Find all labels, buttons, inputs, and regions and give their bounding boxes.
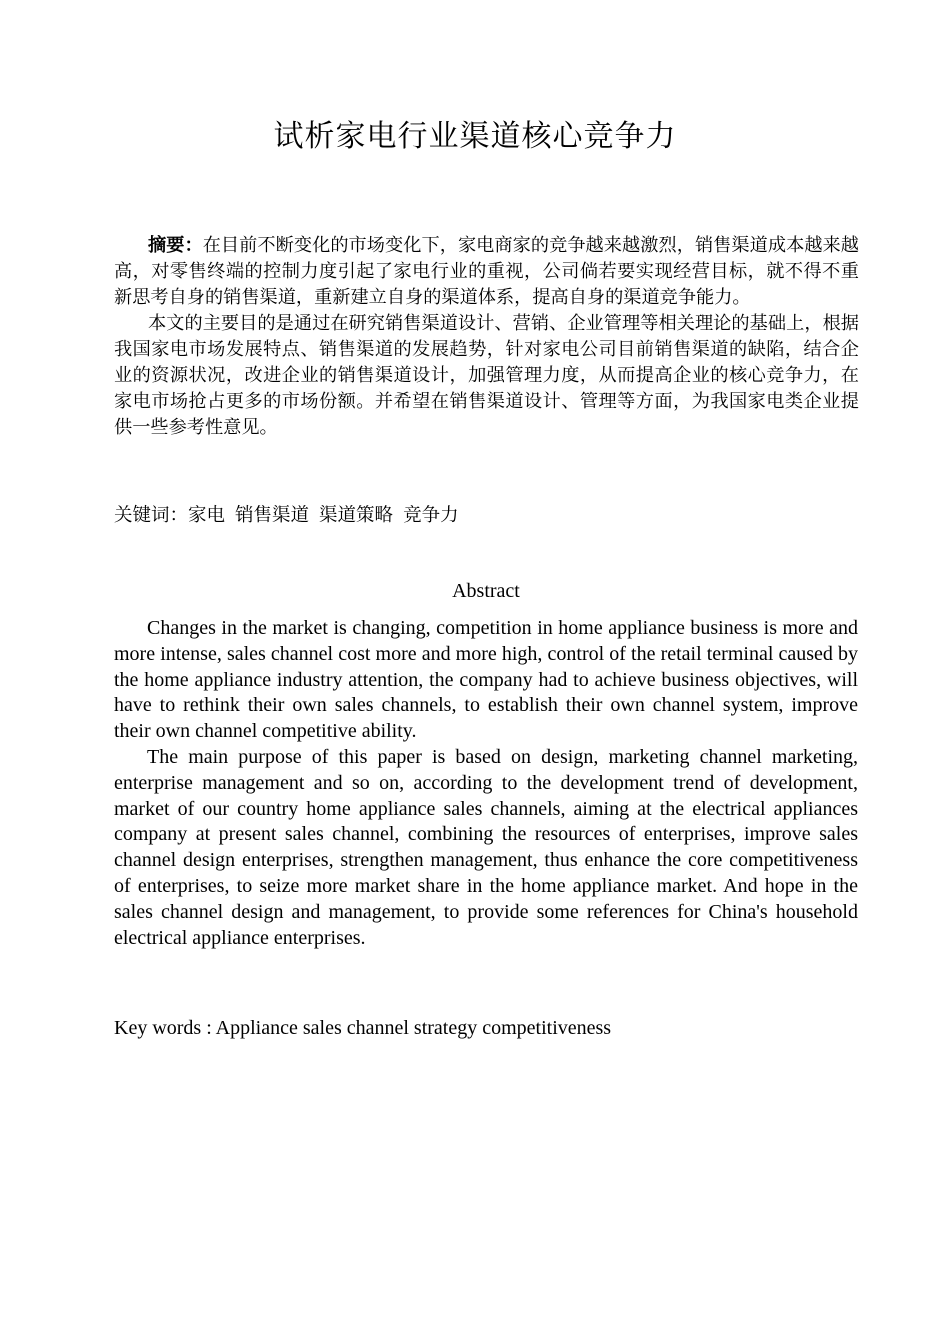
page-title: 试析家电行业渠道核心竞争力 [273, 119, 677, 154]
chinese-abstract [114, 233, 859, 441]
english-keywords [114, 1014, 858, 1042]
english-keywords-text: Appliance sales channel strategy competitiveness [215, 1017, 612, 1039]
english-keywords-label: Key words : [114, 1017, 216, 1039]
chinese-abstract-label: 摘要： [148, 235, 203, 256]
chinese-keyword-item: 竞争力 [403, 505, 459, 526]
chinese-keyword-item: 渠道策略 [319, 505, 394, 526]
english-abstract [114, 616, 858, 951]
chinese-keyword-item: 家电 [188, 505, 226, 526]
chinese-keywords-label: 关键词： [114, 505, 189, 526]
chinese-abstract-paragraph-2: 本文的主要目的是通过在研究销售渠道设计、营销、企业管理等相关理论的基础上，根据我国家电市场发展特点、销售渠道的发展趋势，针对家电公司目前销售渠道的缺陷，结合企业的资源状况，改进企业的销售渠道设计，加强管理力度，从而提高企业的核心竞争力，在家电市场抢占更多的市场份额。并希望在销售渠道设计、管理等方面，为我国家电类企业提供一些参考性意见。 [114, 313, 859, 438]
english-abstract-paragraph-2: The main purpose of this paper is based on design, marketing channel marketing, enterprise management and so on, according to the development trend of development, market of our country home appliance sales channels, aiming at the electrical appliances company at present sales channel, combining the resources of enterprises, improve sales channel design enterprises, strengthen management, thus enhance the core competitiveness of enterprises, to seize more market share in the home appliance market. And hope in the sales channel design and management, to provide some references for China's household electrical appliance enterprises. [114, 745, 858, 949]
english-abstract-paragraph-1: Changes in the market is changing, competition in home appliance business is more and more intense, sales channel cost more and more high, control of the retail terminal caused by the home appliance industry attention, the company had to achieve business objectives, will have to rethink their own sales channels, to establish their own channel system, improve their own channel competitive ability. [114, 617, 858, 743]
chinese-abstract-text-1: 在目前不断变化的市场变化下，家电商家的竞争越来越激烈，销售渠道成本越来越高，对零售终端的控制力度引起了家电行业的重视，公司倘若要实现经营目标，就不得不重新思考自身的销售渠道，重新建立自身的渠道体系，提高自身的渠道竞争能力。 [114, 235, 859, 308]
chinese-keyword-item: 销售渠道 [235, 505, 310, 526]
chinese-abstract-paragraph-1 [114, 233, 859, 311]
english-abstract-heading: Abstract [452, 580, 520, 602]
chinese-keywords [114, 502, 859, 530]
